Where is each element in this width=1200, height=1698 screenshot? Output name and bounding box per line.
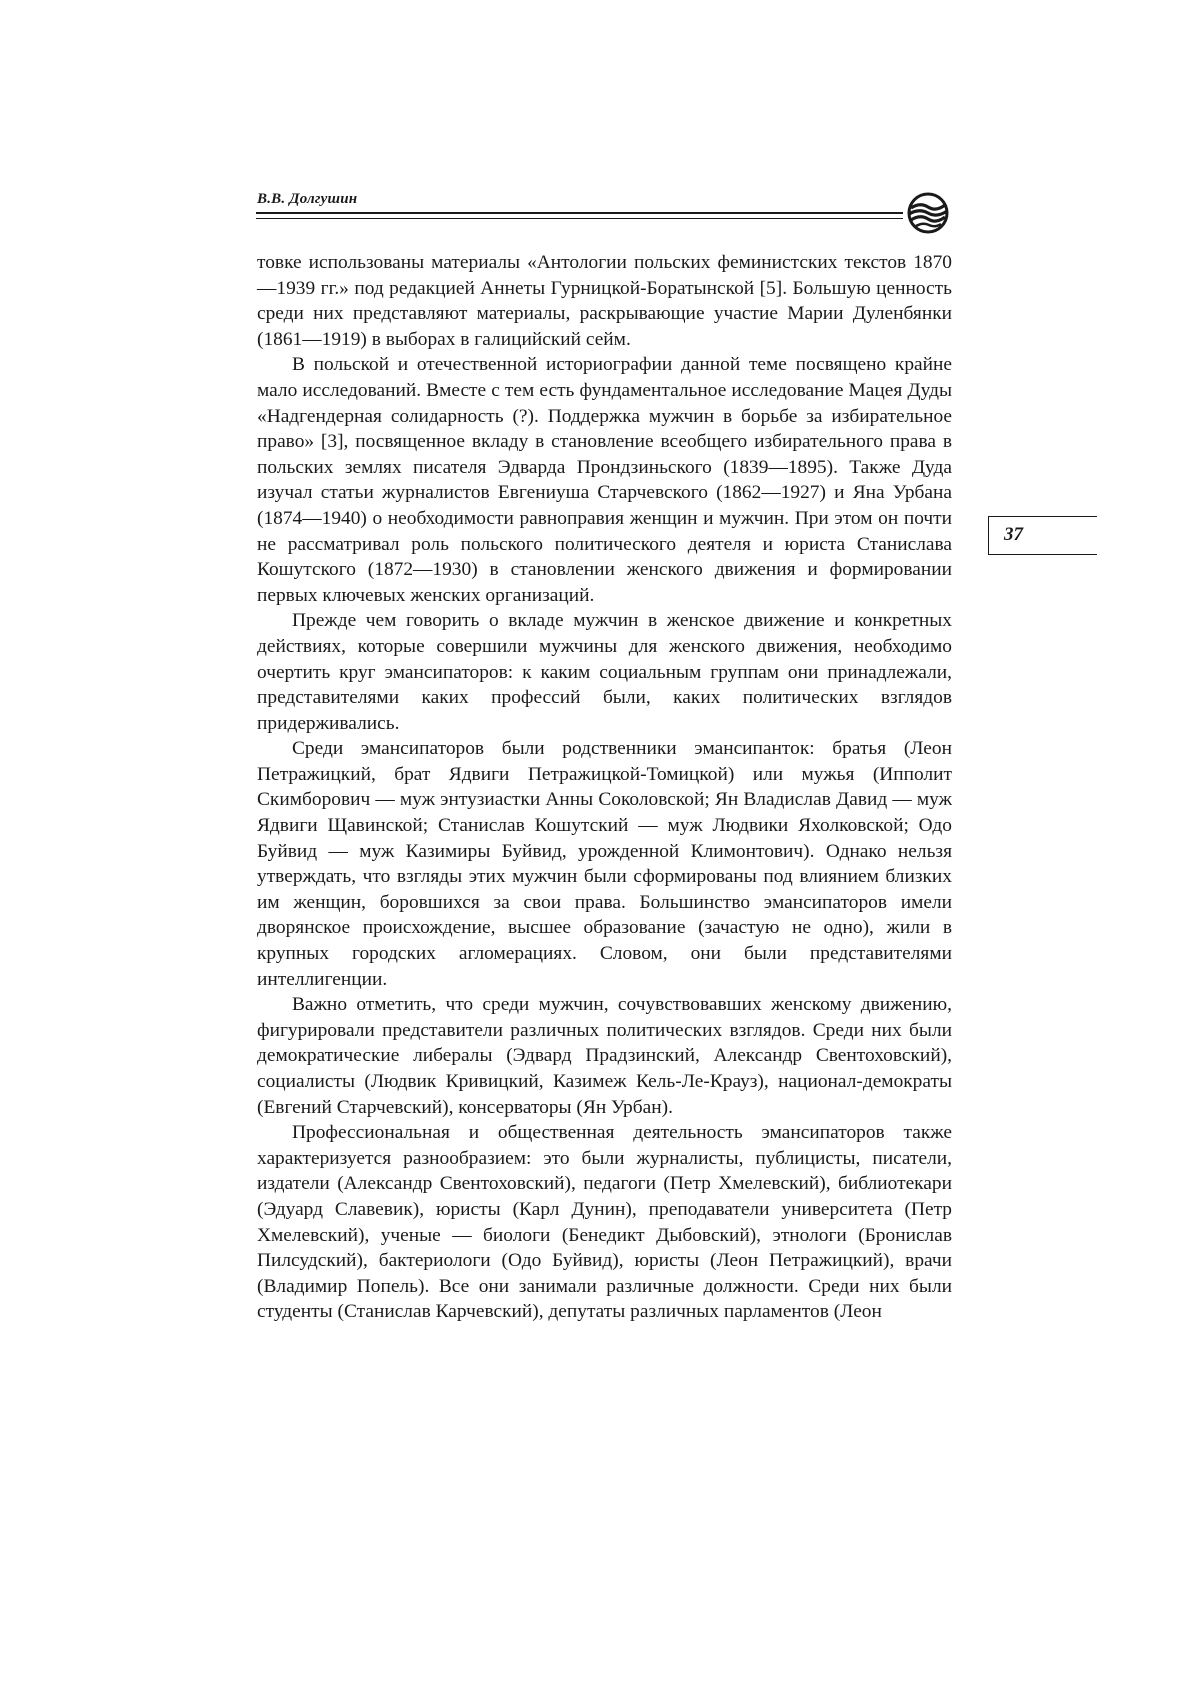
paragraph-4: Среди эмансипаторов были родственники эмансипанток: братья (Леон Петражицкий, брат Ядвиги Петражицкой-Томицкой) или мужья (Ипполит Скимборович — муж энтузиастки Анны Соколовской; Ян Владислав Давид — муж Ядвиги Щавинской; Станислав Кошутский — муж Людвики Яхолковской; Одо Буйвид — муж Казимиры Буйвид, урожденной Климонтович). Однако нельзя утверждать, что взгляды этих мужчин были сформированы под влиянием близких им женщин, боровшихся за свои права. Большинство эмансипаторов имели дворянское происхождение, высшее образование (зачастую не одно), жили в крупных городских агломерациях. Словом, они были представителями интеллигенции.: [257, 738, 952, 990]
paragraph-1: товке использованы материалы «Антологии польских феминистских текстов 1870—1939 гг.» под редакцией Аннеты Гурницкой-Боратынской [5]. Большую ценность среди них представляют материалы, раскрывающие участие Марии Дуленбянки (1861—1919) в выборах в галицийский сейм.: [257, 252, 952, 350]
page-number: 37: [1004, 524, 1023, 545]
paragraph-3: Прежде чем говорить о вкладе мужчин в женское движение и конкретных действиях, которые совершили мужчины для женского движения, необходимо очертить круг эмансипаторов: к каким социальным группам они принадлежали, представителями каких профессий были, каких политических взглядов придерживались.: [257, 610, 952, 734]
header-author: В.В. Долгушин: [257, 191, 358, 207]
wave-globe-logo-icon: [904, 192, 952, 234]
body-text: [257, 250, 952, 1325]
header-rule-thick: [256, 212, 903, 214]
page-number-box: [988, 516, 1097, 555]
header-rule-thin: [256, 218, 903, 219]
paragraph-6: Профессиональная и общественная деятельность эмансипаторов также характеризуется разнообразием: это были журналисты, публицисты, писатели, издатели (Александр Свентоховский), педагоги (Петр Хмелевский), библиотекари (Эдуард Славевик), юристы (Карл Дунин), преподаватели университета (Петр Хмелевский), ученые — биологи (Бенедикт Дыбовский), этнологи (Бронислав Пилсудский), бактериологи (Одо Буйвид), юристы (Леон Петражицкий), врачи (Владимир Попель). Все они занимали различные должности. Среди них были студенты (Станислав Карчевский), депутаты различных парламентов (Леон: [257, 1122, 952, 1323]
paragraph-5: Важно отметить, что среди мужчин, сочувствовавших женскому движению, фигурировали представители различных политических взглядов. Среди них были демократические либералы (Эдвард Прадзинский, Александр Свентоховский), социалисты (Людвик Кривицкий, Казимеж Кель-Ле-Крауз), национал-демократы (Евгений Старчевский), консерваторы (Ян Урбан).: [257, 994, 952, 1118]
paragraph-2: В польской и отечественной историографии данной теме посвящено крайне мало исследований. Вместе с тем есть фундаментальное исследование Мацея Дуды «Надгендерная солидарность (?). Поддержка мужчин в борьбе за избирательное право» [3], посвященное вкладу в становление всеобщего избирательного права в польских землях писателя Эдварда Прондзиньского (1839—1895). Также Дуда изучал статьи журналистов Евгениуша Старчевского (1862—1927) и Яна Урбана (1874—1940) о необходимости равноправия женщин и мужчин. При этом он почти не рассматривал роль польского политического деятеля и юриста Станислава Кошутского (1872—1930) в становлении женского движения и формировании первых ключевых женских организаций.: [257, 354, 952, 606]
